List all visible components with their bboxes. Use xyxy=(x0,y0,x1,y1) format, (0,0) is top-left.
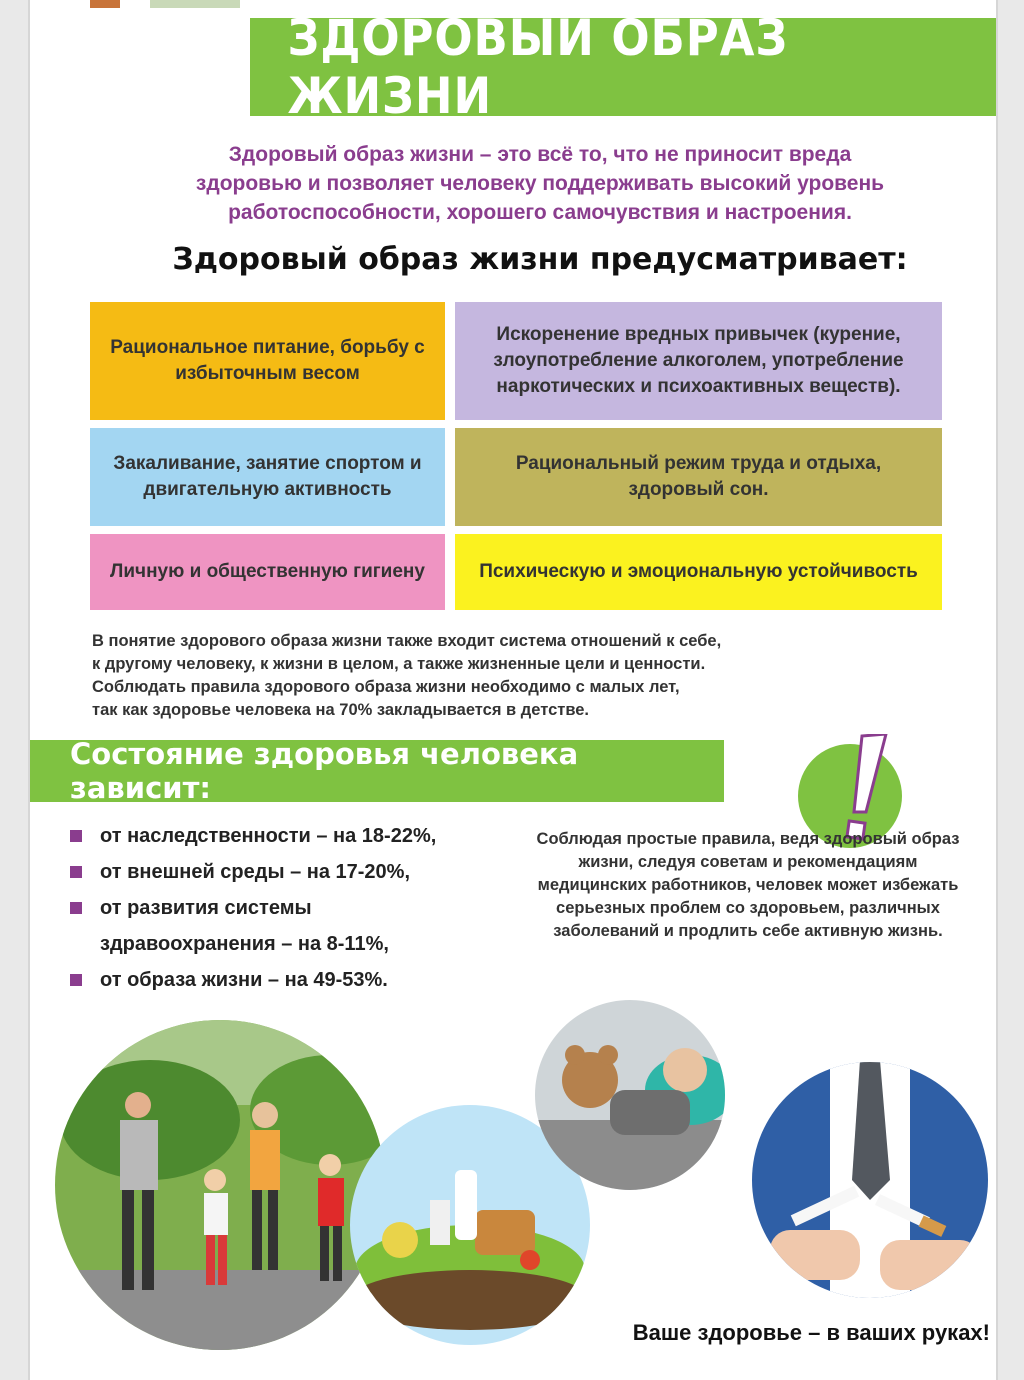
page-title: ЗДОРОВЫЙ ОБРАЗ ЖИЗНИ xyxy=(287,9,789,125)
advice-text: Соблюдая простые правила, ведя здоровый образ жизни, следуя советам и рекомендациям медицинских работников, человек может избежать серьезных проблем со здоровьем, различных заболеваний и продлить себе активную жизнь. xyxy=(536,830,960,940)
bullet xyxy=(70,866,82,878)
intro-line: работоспособности, хорошего самочувствия и настроения. xyxy=(228,201,852,224)
note-line: В понятие здорового образа жизни также входит система отношений к себе, xyxy=(92,632,722,650)
note-line: так как здоровье человека на 70% закладывается в детстве. xyxy=(92,701,590,719)
list-item xyxy=(70,818,510,854)
note-line: к другому человеку, к жизни в целом, а также жизненные цели и ценности. xyxy=(92,655,706,673)
intro-line: здоровью и позволяет человеку поддерживать высокий уровень xyxy=(195,172,885,195)
bullet xyxy=(70,830,82,842)
factors-list xyxy=(70,818,510,998)
bullet xyxy=(70,974,82,986)
box-nutrition: Рациональное питание, борьбу с избыточным весом xyxy=(90,302,445,420)
list-item xyxy=(70,962,510,998)
intro-text xyxy=(100,140,980,227)
depends-title: Состояние здоровья человека зависит: xyxy=(70,737,579,805)
bullet xyxy=(70,902,82,914)
factor-text: от внешней среды – на 17-20%, xyxy=(100,861,411,883)
intro-line: Здоровый образ жизни – это всё то, что не приносит вреда xyxy=(228,143,852,166)
box-emotional: Психическую и эмоциональную устойчивость xyxy=(455,534,942,610)
logo-fragment xyxy=(90,0,240,8)
box-work-rest: Рациональный режим труда и отдыха, здоровый сон. xyxy=(455,428,942,526)
poster xyxy=(28,0,998,1380)
factor-text: от образа жизни – на 49-53%. xyxy=(100,969,388,991)
note-text xyxy=(92,630,972,722)
running-family-photo xyxy=(50,1015,410,1360)
photo-collage xyxy=(30,1000,996,1360)
list-item xyxy=(70,854,510,890)
factor-text: от развития системы здравоохранения – на 8-11%, xyxy=(100,897,389,955)
note-line: Соблюдать правила здорового образа жизни необходимо с малых лет, xyxy=(92,678,680,696)
box-hygiene: Личную и общественную гигиену xyxy=(90,534,445,610)
factor-text: от наследственности – на 18-22%, xyxy=(100,825,437,847)
subheading: Здоровый образ жизни предусматривает: xyxy=(172,242,908,277)
slogan: Ваше здоровье – в ваших руках! xyxy=(632,1320,990,1345)
list-item xyxy=(70,890,430,962)
title-banner xyxy=(250,9,998,125)
depends-banner xyxy=(28,737,724,805)
box-bad-habits: Искоренение вредных привычек (курение, злоупотребление алкоголем, употребление наркотических и психоактивных веществ). xyxy=(455,302,942,420)
box-sport: Закаливание, занятие спортом и двигательную активность xyxy=(90,428,445,526)
broken-cigarette-photo xyxy=(740,1050,996,1310)
